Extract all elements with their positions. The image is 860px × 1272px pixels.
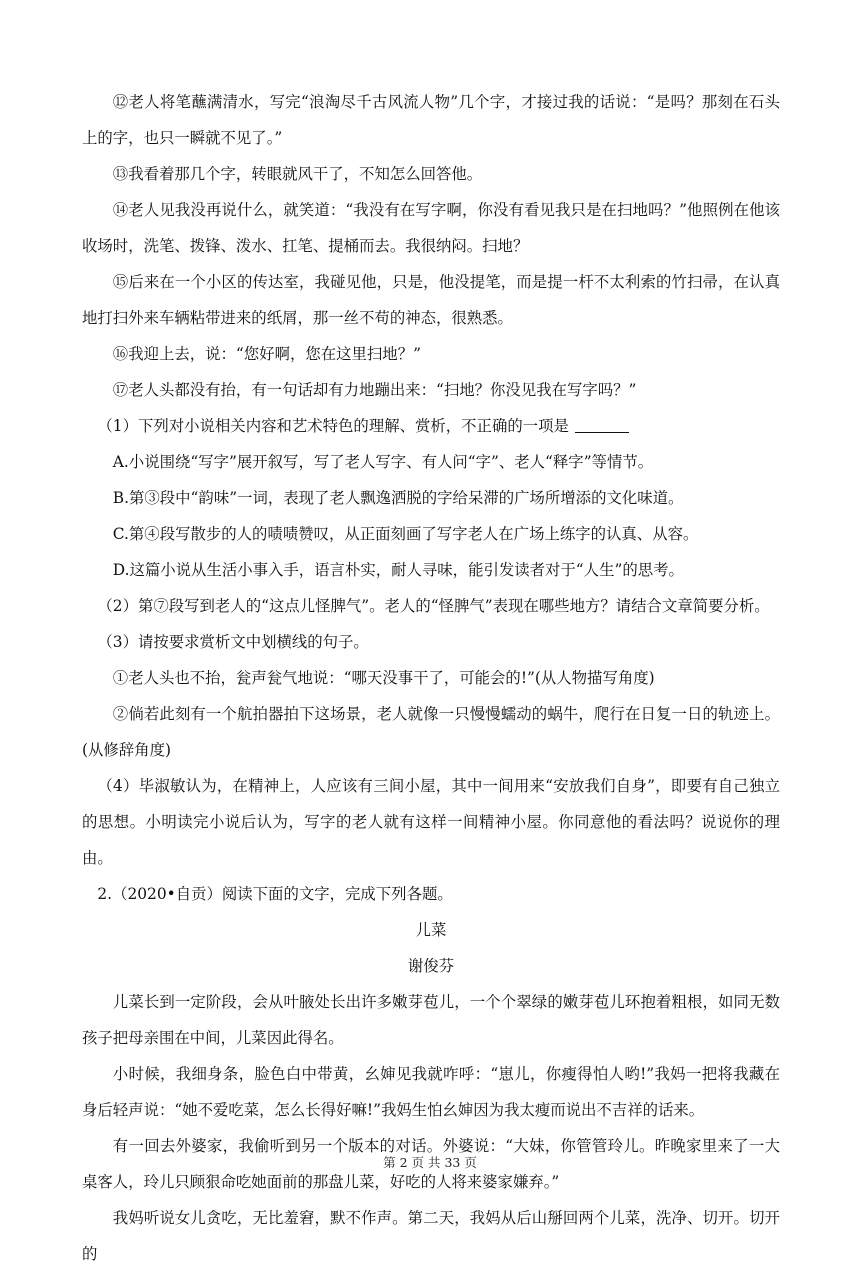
question-1	[82, 408, 780, 444]
question-3-item-2: ②倘若此刻有一个航拍器拍下这场景，老人就像一只慢慢蠕动的蜗牛，爬行在日复一日的轨迹上。(从修辞角度)	[82, 705, 780, 759]
paragraph-14: ⑭老人见我没再说什么，就笑道：“我没有在写字啊，你没有看见我只是在扫地吗？”他照例在他该收场时，洗笔、拨锋、泼水、扛笔、提桶而去。我很纳闷。扫地？	[82, 201, 780, 255]
section-2-heading: 2.（2020•自贡）阅读下面的文字，完成下列各题。	[97, 885, 453, 903]
page-footer: 第 2 页 共 33 页	[383, 1155, 477, 1170]
option-b: B.第③段中“韵味”一词，表现了老人飘逸洒脱的字给呆滞的广场所增添的文化味道。	[112, 489, 684, 507]
option-c: C.第④段写散步的人的啧啧赞叹，从正面刻画了写字老人在广场上练字的认真、从容。	[112, 525, 699, 543]
option-a: A.小说围绕“写字”展开叙写，写了老人写字、有人问“字”、老人“释字”等情节。	[112, 453, 654, 471]
paragraph-12: ⑫老人将笔蘸满清水，写完“浪淘尽千古风流人物”几个字，才接过我的话说：“是吗？那刻在石头上的字，也只一瞬就不见了。”	[82, 93, 780, 147]
paragraph-15: ⑮后来在一个小区的传达室，我碰见他，只是，他没提笔，而是提一杆不太利索的竹扫帚，在认真地打扫外来车辆粘带进来的纸屑，那一丝不苟的神态，很熟悉。	[82, 273, 780, 327]
paragraph-16: ⑯我迎上去，说：“您好啊，您在这里扫地？”	[112, 345, 421, 363]
option-d: D.这篇小说从生活小事入手，语言朴实，耐人寻味，能引发读者对于“人生”的思考。	[112, 561, 684, 579]
question-3: （3）请按要求赏析文中划横线的句子。	[97, 633, 369, 651]
paragraph-13: ⑬我看着那几个字，转眼就风干了，不知怎么回答他。	[112, 165, 483, 183]
question-2: （2）第⑦段写到老人的“这点儿怪脾气”。老人的“怪脾气”表现在哪些地方？请结合文章简要分析。	[97, 597, 770, 615]
story-paragraph: 有一回去外婆家，我偷听到另一个版本的对话。外婆说：“大妹，你管管玲儿。昨晚家里来了一大桌客人，玲儿只顾狠命吃她面前的那盘儿菜，好吃的人将来婆家嫌弃。”	[82, 1137, 780, 1191]
question-4: （4）毕淑敏认为，在精神上，人应该有三间小屋，其中一间用来“安放我们自身”，即要有自己独立的思想。小明读完小说后认为，写字的老人就有这样一间精神小屋。你同意他的看法吗？说说你的理由。	[82, 777, 780, 867]
story-paragraph: 我妈听说女儿贪吃，无比羞窘，默不作声。第二天，我妈从后山掰回两个儿菜，洗净、切开。切开的	[82, 1209, 780, 1263]
question-3-item-1: ①老人头也不抬，瓮声瓮气地说：“哪天没事干了，可能会的!”(从人物描写角度)	[112, 669, 655, 687]
story-author: 谢俊芬	[407, 957, 455, 975]
question-1-text: （1）下列对小说相关内容和艺术特色的理解、赏析，不正确的一项是	[97, 417, 569, 435]
story-paragraph: 小时候，我细身条，脸色白中带黄，幺婶见我就咋呼：“崽儿，你瘦得怕人哟!”我妈一把将我藏在身后轻声说：“她不爱吃菜，怎么长得好嘛!”我妈生怕幺婶因为我太瘦而说出不吉祥的话来。	[82, 1065, 780, 1119]
story-title: 儿菜	[415, 921, 447, 939]
answer-blank	[575, 416, 629, 433]
document-body	[82, 84, 780, 1272]
story-paragraph: 儿菜长到一定阶段，会从叶腋处长出许多嫩芽苞儿，一个个翠绿的嫩芽苞儿环抱着粗根，如同无数孩子把母亲围在中间，儿菜因此得名。	[82, 993, 780, 1047]
paragraph-17: ⑰老人头都没有抬，有一句话却有力地蹦出来：“扫地？你没见我在写字吗？”	[112, 381, 637, 399]
